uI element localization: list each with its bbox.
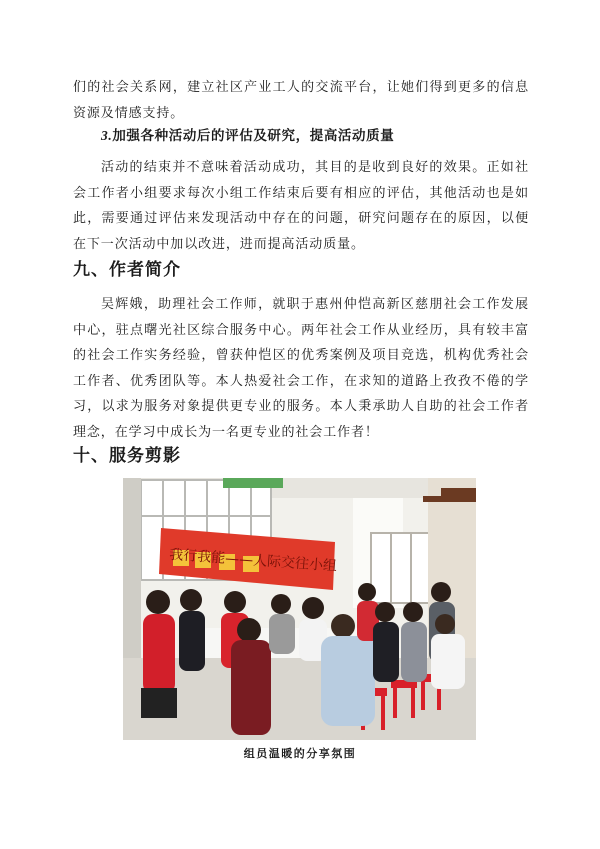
window-right bbox=[371, 533, 431, 603]
section-nine-heading: 九、作者简介 bbox=[73, 260, 181, 280]
author-bio-paragraph: 吴辉娥，助理社会工作师，就职于惠州仲恺高新区慈朋社会工作发展中心，驻点曙光社区综合服务中心。两年社会工作从业经历，具有较丰富的社会工作实务经验，曾获仲恺区的优秀案例及项目竞选，机构优秀社会工作者、优秀团队等。本人热爱社会工作，在求知的道路上孜孜不倦的学习，以求为服务对象提供更专业的服务。本人秉承助人自助的社会工作者理念，在学习中成长为一名更专业的社会工作者！ bbox=[73, 297, 529, 440]
paragraph-continuation: 们的社会关系网，建立社区产业工人的交流平台，让她们得到更多的信息资源及情感支持。 bbox=[73, 80, 529, 121]
banner-text: 我行我能——人际交往小组 bbox=[168, 546, 338, 575]
group-activity-photo bbox=[123, 478, 476, 740]
subheading-evaluation bbox=[101, 124, 394, 144]
section-ten-heading: 十、服务剪影 bbox=[73, 446, 181, 466]
paragraph-evaluation: 活动的结束并不意味着活动成功，其目的是收到良好的效果。正如社会工作者小组要求每次小组工作结束后要有相应的评估，其他活动也是如此，需要通过评估来发现活动中存在的问题，研究问题存在的原因，以便在下一次活动中加以改进，进而提高活动质量。 bbox=[73, 160, 529, 252]
photo-caption: 组员温暖的分享氛围 bbox=[243, 747, 357, 760]
subheading-number: 3. bbox=[101, 128, 113, 143]
subheading-text: 加强各种活动后的评估及研究，提高活动质量 bbox=[112, 128, 395, 144]
